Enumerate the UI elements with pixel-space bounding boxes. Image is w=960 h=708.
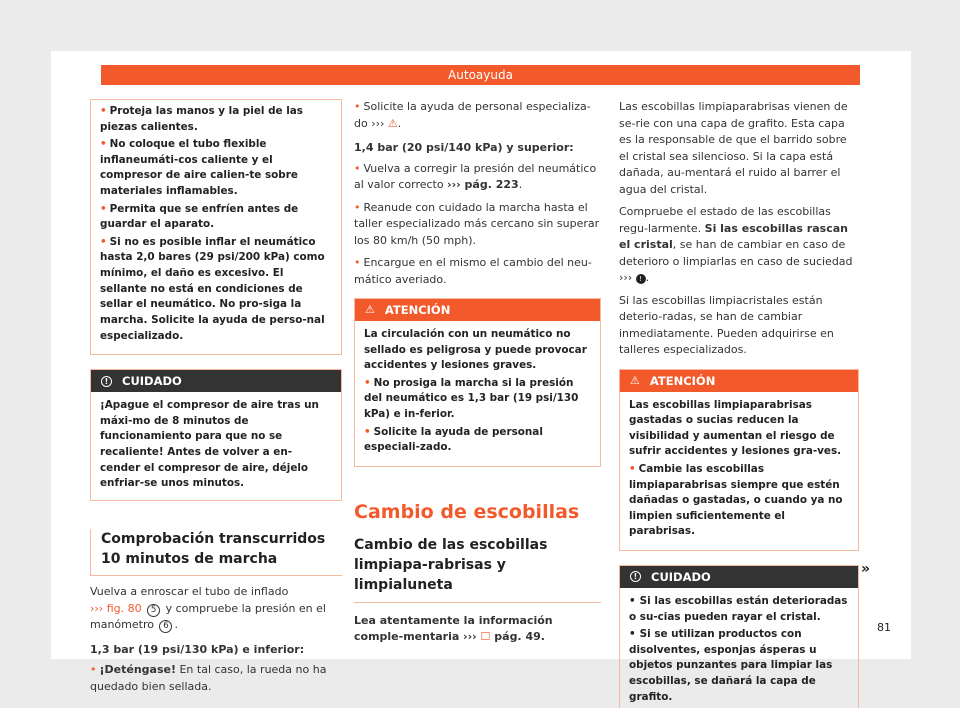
list-item: • No prosiga la marcha si la presión del neumático es 1,3 bar (19 psi/130 kPa) e in-ferior. [364,376,579,421]
chapter-header: Autoayuda [101,65,860,85]
list-item: • Solicite la ayuda de personal especiali-zado. [364,425,543,454]
section-body: Vuelva a enroscar el tubo de inflado ››› fig. 80 5 y compruebe la presión en el manómetro 6 . 1,3 bar (19 psi/130 kPa) e inferior: • ¡Deténgase! En tal caso, la rueda no ha quedado bien sellada. [90,584,342,695]
atencion-box [619,369,859,551]
continue-mark: » [861,561,871,577]
notice-icon: ! [636,274,646,284]
info-icon: ! [101,376,112,387]
list-item: • Cambie las escobillas limpiaparabrisas siempre que estén dañadas o gastadas, o cuando ya no limpien suficientemente el parabrisas. [629,462,843,538]
list-item: • Solicite la ayuda de personal especializa-do ››› ⚠. [354,99,601,132]
atencion-body: La circulación con un neumático no sellado es peligrosa y puede provocar accidentes y lesiones graves. • No prosiga la marcha si la presión del neumático es 1,3 bar (19 psi/130 kPa) e in-ferior. • Solicite la ayuda de personal especiali-zado. [355,321,600,466]
chapter-title: Cambio de escobillas [354,500,580,523]
figure-link[interactable]: ››› fig. 80 [90,601,142,615]
section-title: Cambio de las escobillas limpiapa-rabrisas y limpialuneta [354,535,601,603]
warning-icon: ⚠ [630,373,640,387]
page-link[interactable]: pág. 49 [494,630,541,644]
list-item: • Si se utilizan productos con disolventes, esponjas ásperas u objetos punzantes para limpiar las escobillas, se dañará la capa de grafito. [629,628,833,703]
page-number: 81 [877,621,891,634]
safety-notice-box [90,99,342,355]
manual-page [51,51,911,703]
section-body: Las escobillas limpiaparabrisas vienen de se-rie con una capa de grafito. Esta capa es la responsable de que el barrido sobre el cristal sea silencioso. Si la capa está dañada, au-mentará el ruido al barrer el agua del cristal. Compruebe el estado de las escobillas regu-larmente. Si las escobillas rascan el cristal, se han de cambiar en caso de deterioro o limpiarlas en caso de suciedad ››› ! . Si las escobillas limpiacristales están deterio-radas, se han de cambiar inmediatamente. Pueden adquirirse en talleres especializados. [619,100,853,356]
section-heading: Comprobación transcurridos 10 minutos de marcha [90,529,342,577]
list-item: • Reanude con cuidado la marcha hasta el taller especializado más cercano sin superar los 80 km/h (50 mph). [354,200,600,247]
atencion-box [354,298,601,467]
column-3 [619,99,859,708]
cuidado-box [619,565,859,708]
subheading: 1,3 bar (19 psi/130 kPa) e inferior: [90,642,305,656]
cuidado-body [620,588,858,708]
atencion-body: Las escobillas limpiaparabrisas gastadas o sucias reducen la visibilidad y aumentan el riesgo de sufrir accidentes y lesiones gra-ves. • Cambie las escobillas limpiaparabrisas siempre que estén dañadas o gastadas, o cuando ya no limpien suficientemente el parabrisas. [620,392,858,550]
list-item: • Proteja las manos y la piel de las piezas calientes. [100,105,303,133]
list-item: • No coloque el tubo flexible inflaneumáti-cos caliente y el compresor de aire calien-te sobre materiales inflamables. [100,138,298,198]
column-1 [90,99,342,701]
book-icon: ☐ [480,630,491,644]
list-item: • ¡Deténgase! En tal caso, la rueda no ha quedado bien sellada. [90,663,327,693]
atencion-header: ⚠ ATENCIÓN [355,299,600,321]
column-2 [354,99,601,646]
callout-number: 5 [147,604,160,617]
info-icon: ! [630,571,641,582]
subheading: 1,4 bar (20 psi/140 kPa) y superior: [354,141,574,154]
cuidado-header: ! CUIDADO [91,370,341,392]
list-item: • Encargue en el mismo el cambio del neu-mático averiado. [354,256,592,286]
callout-number: 6 [159,620,172,633]
cuidado-box [90,369,342,501]
cuidado-header: ! CUIDADO [620,566,858,588]
warning-icon: ⚠ [387,116,398,130]
page-link[interactable]: ››› pág. 223 [447,178,519,191]
list-item: • Vuelva a corregir la presión del neumático al valor correcto ››› pág. 223. [354,161,597,191]
list-item: • Permita que se enfríen antes de guardar el aparato. [100,202,299,231]
section-body [354,99,601,288]
list-item: • Si las escobillas están deterioradas o su-cias pueden rayar el cristal. [629,594,848,623]
read-note: Lea atentamente la información comple-mentaria ››› ☐ pág. 49. [354,613,553,644]
atencion-header: ⚠ ATENCIÓN [620,370,858,392]
cuidado-text: ¡Apague el compresor de aire tras un máxi-mo de 8 minutos de funcionamiento para que no se recaliente! Antes de volver a en-cender el compresor de aire, déjelo enfriar-se unos minutos. [100,399,319,490]
list-item: • Si no es posible inflar el neumático hasta 2,0 bares (29 psi/200 kPa) como mínimo, el daño es excesivo. El sellante no está en condiciones de sellar el neumático. No pro-siga la marcha. Solicite la ayuda de perso-nal especializado. [100,235,325,342]
warning-icon: ⚠ [365,303,375,316]
